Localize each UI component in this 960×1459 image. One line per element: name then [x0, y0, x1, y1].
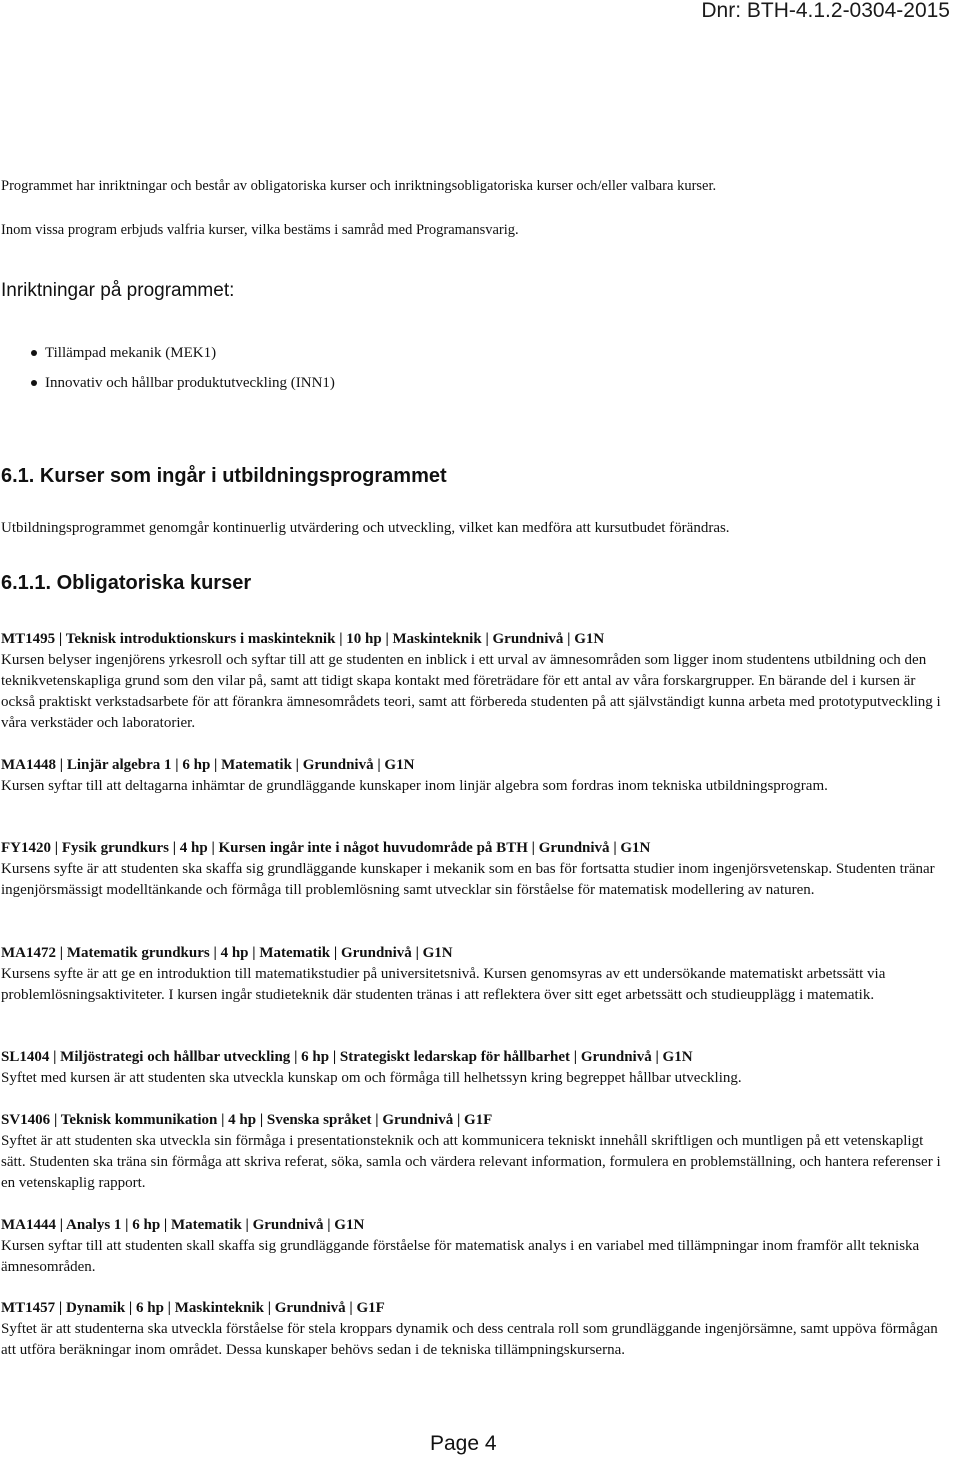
section-heading: 6.1. Kurser som ingår i utbildningsprogrammet: [1, 465, 447, 487]
bullet-icon: [31, 380, 37, 386]
course-description: Kursens syfte är att studenten ska skaffa sig grundläggande kunskaper i mekanik som en bas för fortsatta studier inom ingenjörsvetenskap. Studenten tränar ingenjörsmässigt modelltänkande och förmåga till problemlösning samt utvecklar sin förståelse för matematisk modellering av naturen.: [1, 861, 935, 898]
direction-label: Tillämpad mekanik (MEK1): [45, 345, 217, 361]
course-description: Kursen syftar till att deltagarna inhämtar de grundläggande kunskaper inom linjär algebra som fordras inom tekniska utbildningsprogram.: [1, 778, 828, 794]
course-ma1472: [1, 943, 946, 1006]
directions-list: [0, 343, 335, 403]
course-fy1420: [1, 838, 946, 901]
course-title: MA1472| Matematik grundkurs| 4 hp| Matematik| Grundnivå| G1N: [1, 943, 946, 964]
course-ma1448: [1, 755, 946, 797]
course-title: MA1444| Analys 1| 6 hp| Matematik| Grundnivå| G1N: [1, 1215, 946, 1236]
course-description: Kursens syfte är att ge en introduktion till matematikstudier på universitetsnivå. Kursen genomsyras av ett undersökande matematiskt arbetssätt via problemlösningsaktiviteter. I kursen ingår studieteknik där studenten tränas i att reflektera över sitt eget arbetssätt och studieupplägg i matematik.: [1, 966, 886, 1003]
list-item: [0, 343, 335, 373]
direction-label: Innovativ och hållbar produktutveckling (INN1): [45, 375, 335, 391]
course-description: Kursen syftar till att studenten skall skaffa sig grundläggande förståelse för matematisk analys i en variabel med tillämpningar inom framför allt tekniska ämnesområden.: [1, 1238, 920, 1275]
course-mt1457: [1, 1298, 946, 1361]
course-title: FY1420| Fysik grundkurs| 4 hp| Kursen ingår inte i något huvudområde på BTH| Grundnivå| G1N: [1, 838, 946, 859]
course-title: SL1404| Miljöstrategi och hållbar utveckling| 6 hp| Strategiskt ledarskap för hållbarhet| Grundnivå| G1N: [1, 1047, 946, 1068]
course-title: MT1457| Dynamik| 6 hp| Maskinteknik| Grundnivå| G1F: [1, 1298, 946, 1319]
course-mt1495: [1, 629, 946, 734]
course-description: Syftet är att studenterna ska utveckla förståelse för stela kroppars dynamik och dess centrala roll som grundläggande ingenjörsämne, samt uppöva förmågan att utföra beräkningar inom området. Dessa kunskaper behövs sedan i de tekniska tillämpningskurserna.: [1, 1321, 938, 1358]
course-description: Kursen belyser ingenjörens yrkesroll och syftar till att ge studenten en inblick i ett urval av ämnesområden som ligger inom studentens utbildning och den teknikvetenskapliga grund som den vilar på, samt att tidigt skapa kontakt med företrädare för ett antal av våra forskargrupper. En bärande del i kursen är också praktiskt verkstadsarbete för att förankra ämnesområdets teori, samt att förbereda studenten på att självständigt kunna arbeta med prototyputveckling i våra verkstäder och laboratorier.: [1, 652, 941, 731]
course-sv1406: [1, 1110, 946, 1194]
directions-heading: Inriktningar på programmet:: [1, 280, 235, 301]
course-ma1444: [1, 1215, 946, 1278]
course-title: MA1448| Linjär algebra 1| 6 hp| Matematik| Grundnivå| G1N: [1, 755, 946, 776]
course-description: Syftet med kursen är att studenten ska utveckla kunskap om och förmåga till helhetssyn kring begreppet hållbar utveckling.: [1, 1070, 742, 1086]
course-title: SV1406| Teknisk kommunikation| 4 hp| Svenska språket| Grundnivå| G1F: [1, 1110, 946, 1131]
course-sl1404: [1, 1047, 946, 1089]
course-description: Syftet är att studenten ska utveckla sin förmåga i presentationsteknik och att kommunicera tekniskt innehåll skriftligen och muntligen på ett vetenskapligt sätt. Studenten ska träna sin förmåga att skriva referat, söka, samla och värdera relevant information, formulera en problemställning, och hantera referenser i en vetenskaplig rapport.: [1, 1133, 941, 1191]
list-item: [0, 373, 335, 403]
bullet-icon: [31, 350, 37, 356]
intro-line-1: Programmet har inriktningar och består av obligatoriska kurser och inriktningsobligatoriska kurser och/eller valbara kurser.: [1, 178, 717, 194]
intro-line-2: Inom vissa program erbjuds valfria kurser, vilka bestäms i samråd med Programansvarig.: [1, 222, 519, 238]
subsection-heading: 6.1.1. Obligatoriska kurser: [1, 572, 252, 594]
document-number: Dnr: BTH-4.1.2-0304-2015: [701, 0, 950, 22]
course-title: MT1495| Teknisk introduktionskurs i maskinteknik| 10 hp| Maskinteknik| Grundnivå| G1N: [1, 629, 946, 650]
page-number: Page 4: [430, 1432, 497, 1455]
section-text: Utbildningsprogrammet genomgår kontinuerlig utvärdering och utveckling, vilket kan medföra att kursutbudet förändras.: [1, 520, 730, 536]
